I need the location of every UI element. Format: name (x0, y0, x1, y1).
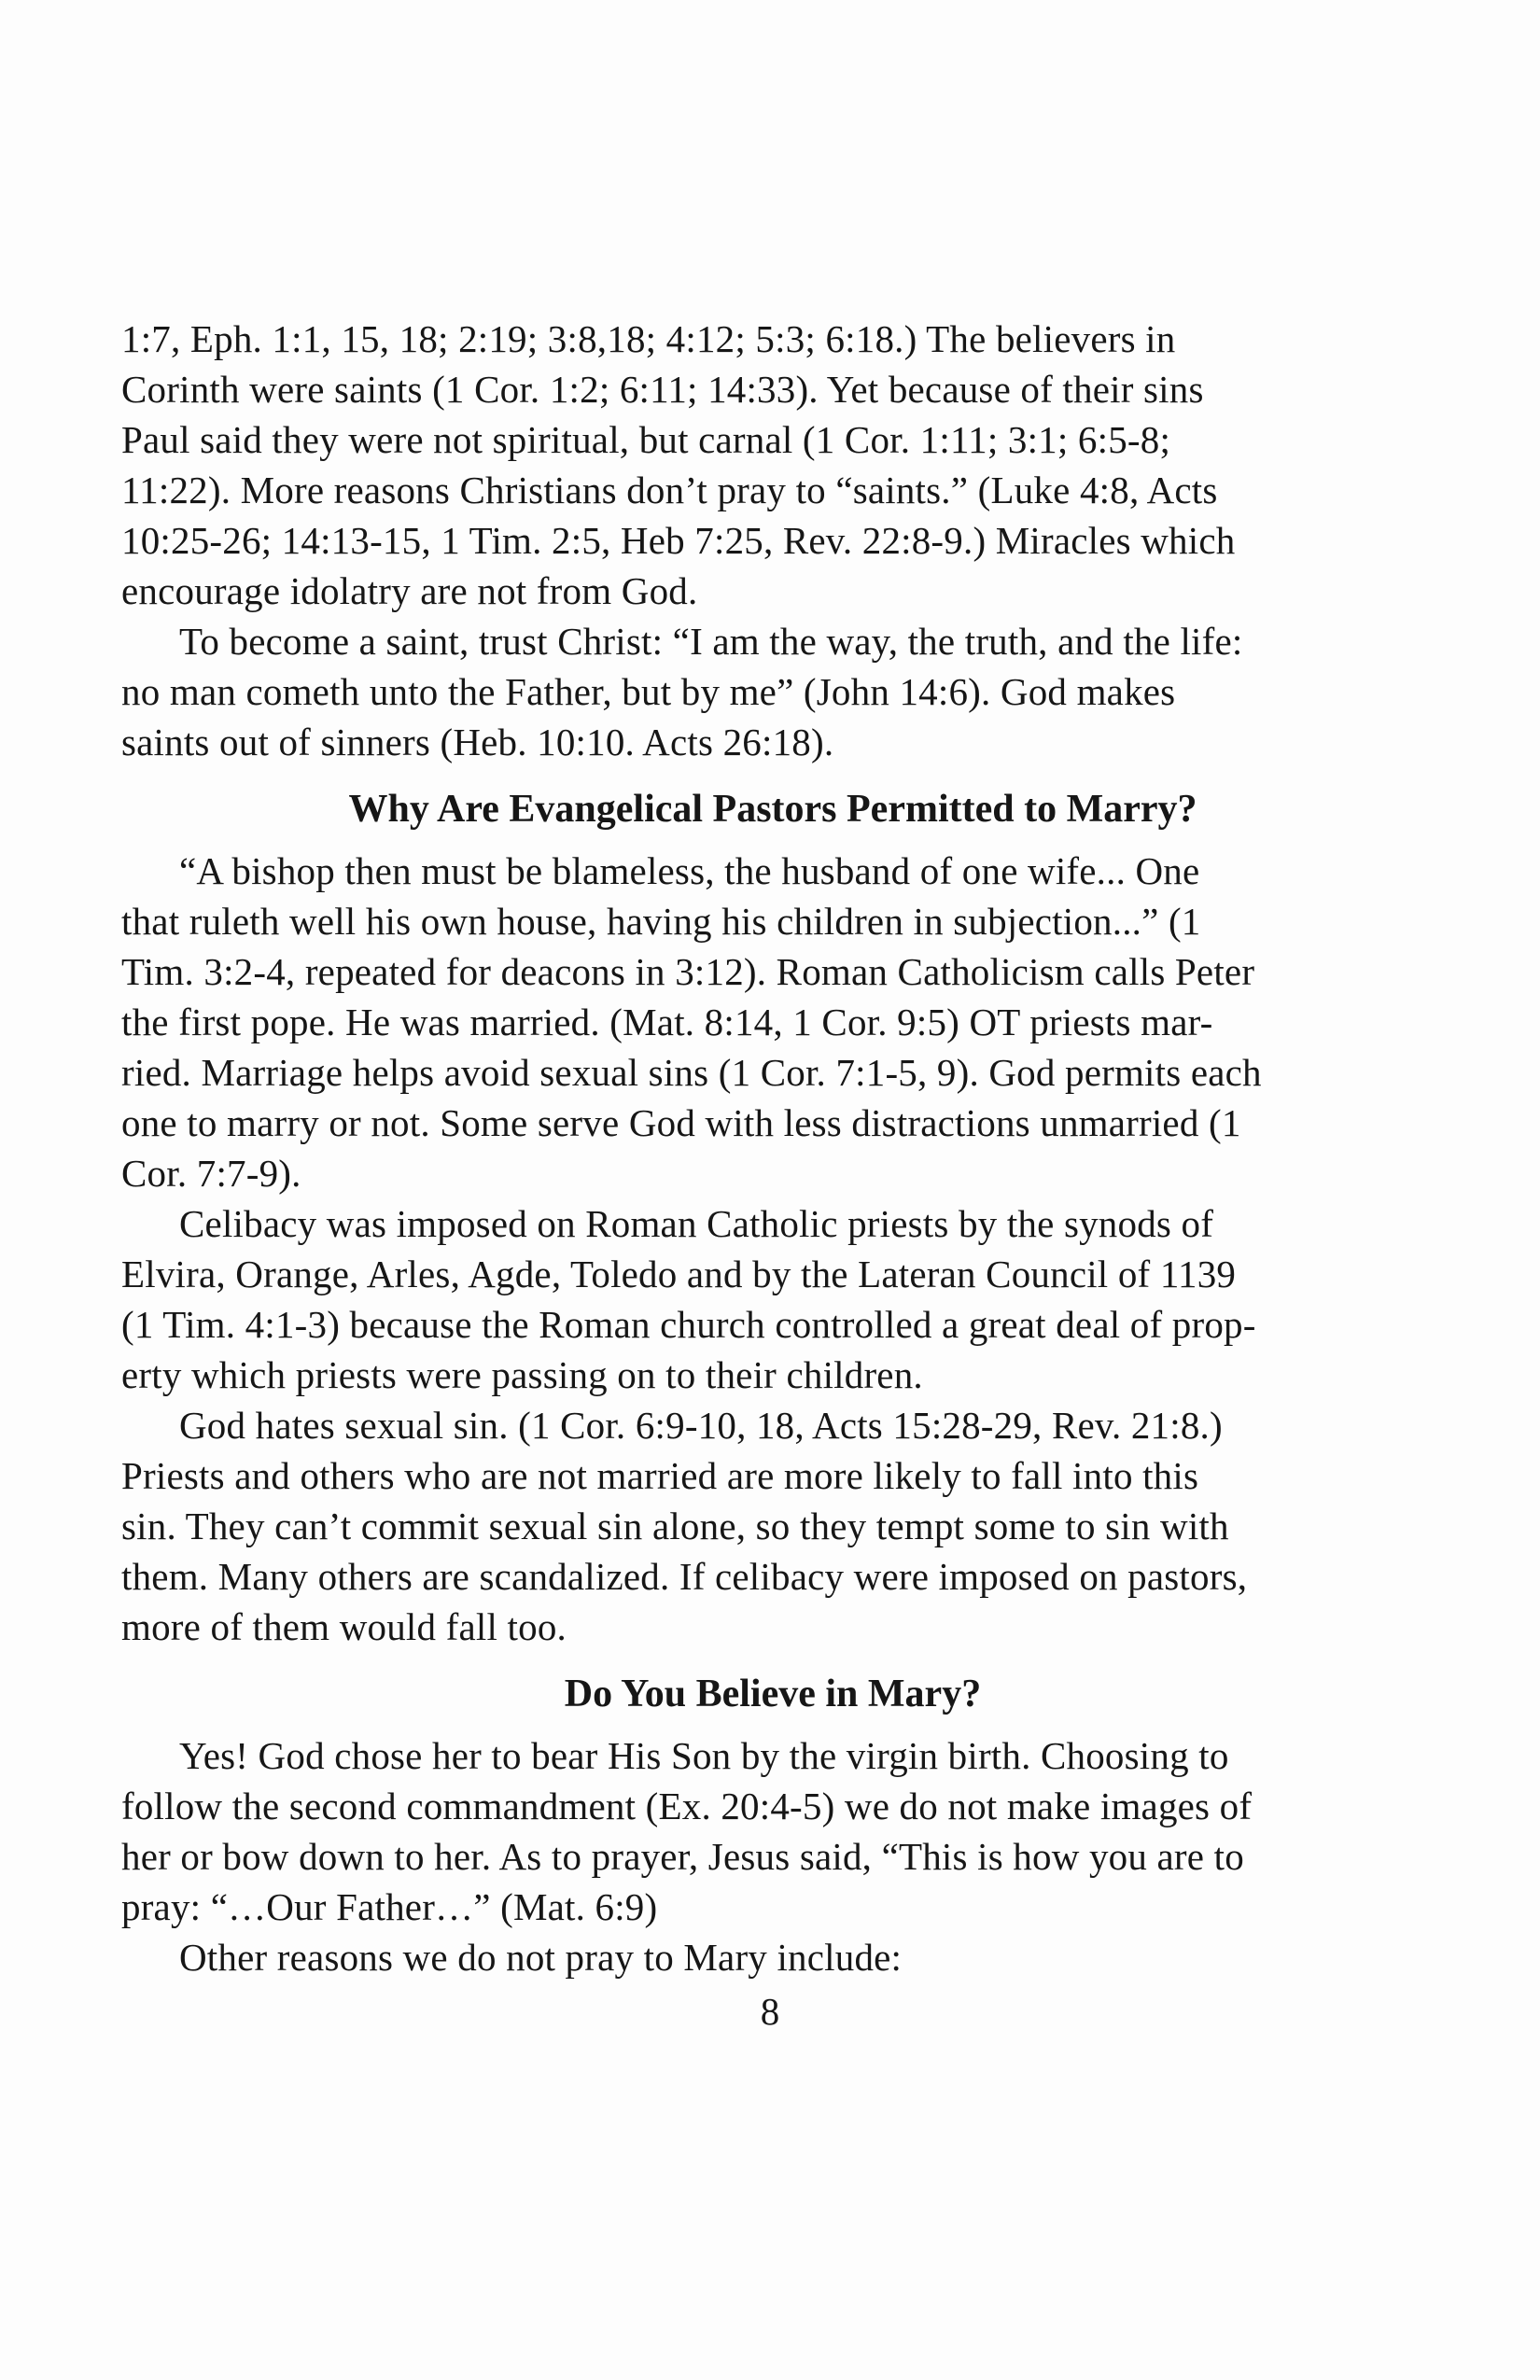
text-line: Priests and others who are not married are more likely to fall into this (121, 1454, 1199, 1497)
text-line: God hates sexual sin. (1 Cor. 6:9-10, 18, Acts 15:28-29, Rev. 21:8.) (179, 1404, 1223, 1447)
page-number: 8 (760, 1990, 780, 2033)
paragraph (121, 1730, 1424, 1932)
text-line: ried. Marriage helps avoid sexual sins (1 Cor. 7:1-5, 9). God permits each (121, 1051, 1262, 1094)
text-line: no man cometh unto the Father, but by me” (John 14:6). God makes (121, 670, 1176, 713)
text-line: follow the second commandment (Ex. 20:4-5) we do not make images of (121, 1785, 1253, 1827)
text-line: one to marry or not. Some serve God with less distractions unmarried (1 (121, 1101, 1241, 1144)
page-text-column (121, 314, 1424, 1982)
text-line: them. Many others are scandalized. If celibacy were imposed on pastors, (121, 1555, 1248, 1598)
text-line: Yes! God chose her to bear His Son by the virgin birth. Choosing to (179, 1734, 1229, 1777)
text-line: the first pope. He was married. (Mat. 8:14, 1 Cor. 9:5) OT priests mar- (121, 1001, 1213, 1043)
paragraph (121, 1198, 1424, 1400)
text-line: her or bow down to her. As to prayer, Jesus said, “This is how you are to (121, 1835, 1244, 1878)
text-line: erty which priests were passing on to their children. (121, 1353, 923, 1396)
paragraph (121, 616, 1424, 767)
text-line: 10:25-26; 14:13-15, 1 Tim. 2:5, Heb 7:25, Rev. 22:8-9.) Miracles which (121, 519, 1236, 562)
text-line: Corinth were saints (1 Cor. 1:2; 6:11; 14:33). Yet because of their sins (121, 368, 1204, 411)
text-line: Celibacy was imposed on Roman Catholic priests by the synods of (179, 1202, 1214, 1245)
text-line: Paul said they were not spiritual, but carnal (1 Cor. 1:11; 3:1; 6:5-8; (121, 418, 1171, 461)
text-line: Elvira, Orange, Arles, Agde, Toledo and by the Lateran Council of 1139 (121, 1253, 1237, 1295)
text-line: Other reasons we do not pray to Mary include: (179, 1936, 903, 1979)
text-line: “A bishop then must be blameless, the husband of one wife... One (179, 849, 1200, 892)
text-line: 1:7, Eph. 1:1, 15, 18; 2:19; 3:8,18; 4:12; 5:3; 6:18.) The believers in (121, 317, 1176, 360)
text-line: encourage idolatry are not from God. (121, 569, 698, 612)
text-line: sin. They can’t commit sexual sin alone, so they tempt some to sin with (121, 1505, 1229, 1547)
text-line: To become a saint, trust Christ: “I am the way, the truth, and the life: (179, 620, 1243, 663)
text-line: more of them would fall too. (121, 1605, 567, 1648)
text-line: pray: “…Our Father…” (Mat. 6:9) (121, 1885, 658, 1928)
section-heading: Why Are Evangelical Pastors Permitted to Marry? (348, 788, 1197, 831)
text-line: Tim. 3:2-4, repeated for deacons in 3:12). Roman Catholicism calls Peter (121, 950, 1255, 993)
text-line: saints out of sinners (Heb. 10:10. Acts 26:18). (121, 721, 834, 763)
paragraph (121, 1400, 1424, 1652)
paragraph (121, 1932, 1424, 1982)
text-line: 11:22). More reasons Christians don’t pray to “saints.” (Luke 4:8, Acts (121, 469, 1218, 511)
text-line: (1 Tim. 4:1-3) because the Roman church controlled a great deal of prop- (121, 1303, 1256, 1346)
text-line: that ruleth well his own house, having his children in subjection...” (1 (121, 900, 1201, 943)
paragraph (121, 314, 1424, 616)
text-line: Cor. 7:7-9). (121, 1152, 301, 1195)
section-heading: Do You Believe in Mary? (564, 1673, 982, 1715)
paragraph (121, 846, 1424, 1198)
